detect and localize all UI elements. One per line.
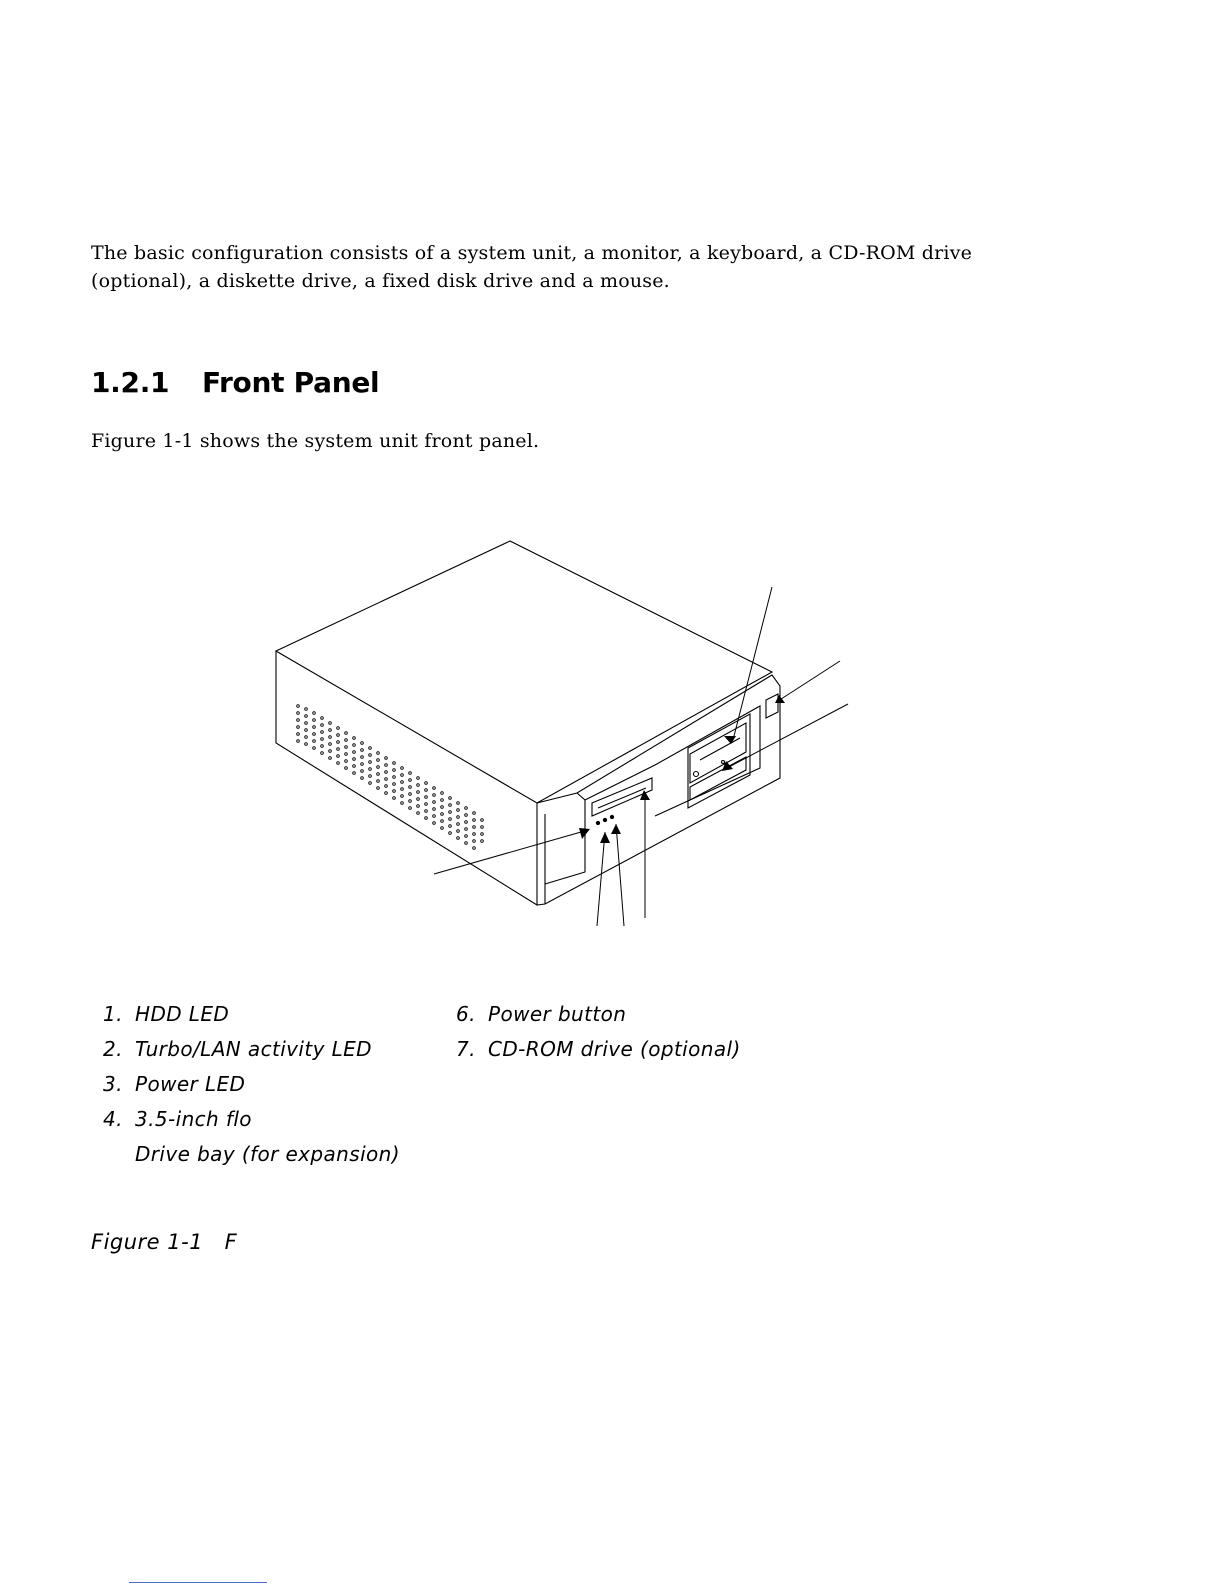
legend-number: 2. xyxy=(103,1037,123,1061)
section-title: Front Panel xyxy=(202,366,380,399)
legend-label: Turbo/LAN activity LED xyxy=(135,1037,372,1061)
legend-item xyxy=(91,1037,400,1072)
callout-arrowheads xyxy=(579,695,785,843)
legend-label: Power LED xyxy=(135,1072,246,1096)
legend-label: 3.5-inch flo xyxy=(135,1107,252,1131)
footnote-rule xyxy=(129,1582,267,1583)
legend-list-right xyxy=(444,1002,741,1072)
legend-item xyxy=(444,1037,741,1072)
section-number: 1.2.1 xyxy=(91,366,170,399)
legend-number: 4. xyxy=(103,1107,123,1131)
legend-label: CD-ROM drive (optional) xyxy=(488,1037,741,1061)
legend-item xyxy=(444,1002,741,1037)
legend-number: 1. xyxy=(103,1002,123,1026)
legend-label: Drive bay (for expansion) xyxy=(135,1142,400,1166)
legend-label: HDD LED xyxy=(135,1002,230,1026)
legend-item xyxy=(91,1107,400,1142)
legend-item xyxy=(91,1072,400,1107)
figure-intro-text: Figure 1-1 shows the system unit front panel. xyxy=(91,430,540,452)
legend-number: 6. xyxy=(456,1002,476,1026)
callout-lines xyxy=(434,587,848,926)
legend-list-left xyxy=(91,1002,400,1177)
intro-paragraph: The basic configuration consists of a system unit, a monitor, a keyboard, a CD-ROM drive (optional), a diskette drive, a fixed disk drive and a mouse. xyxy=(91,242,973,292)
legend-label: Power button xyxy=(488,1002,627,1026)
figure-caption: Figure 1-1 F xyxy=(91,1230,238,1254)
legend-number: 3. xyxy=(103,1072,123,1096)
legend-number: 7. xyxy=(456,1037,476,1061)
legend-item xyxy=(91,1142,400,1177)
legend-item xyxy=(91,1002,400,1037)
